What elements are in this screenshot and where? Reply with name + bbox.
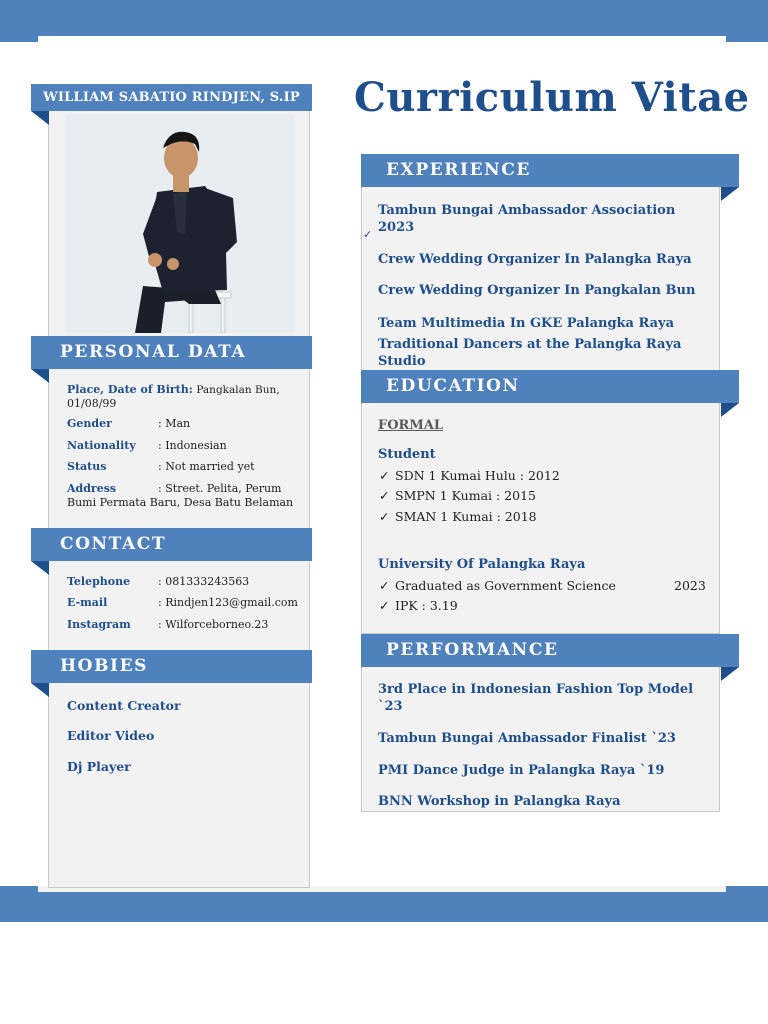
check-icon: ✓ [379,468,390,483]
experience-header: EXPERIENCE [361,154,739,187]
birth-value: Pangkalan Bun, [196,384,280,396]
graduated-text: Graduated as Government Science [395,578,616,593]
experience-item: Crew Wedding Organizer In Pangkalan Bun [378,283,696,298]
page-title: Curriculum Vitae [354,74,750,121]
university-name: University Of Palangka Raya [378,557,586,572]
ipk-row [379,598,458,613]
experience-item: Crew Wedding Organizer In Palangka Raya [378,252,692,267]
address-value: : Street. Pelita, Perum [158,482,282,495]
formal-label: FORMAL [378,418,443,433]
performance-header: PERFORMANCE [361,634,739,667]
contact-header: CONTACT [31,528,312,561]
gender-row [67,417,191,430]
nationality-value: : Indonesian [158,439,227,452]
experience-fold [721,187,739,201]
telephone-row [67,575,250,588]
hobby-item: Content Creator [67,698,181,713]
personal-data-fold [31,369,49,383]
experience-item: Tambun Bungai Ambassador Association 2023 [378,203,676,235]
hobbies-fold [31,683,49,697]
gender-value: : Man [158,417,191,430]
hobby-item: Editor Video [67,728,155,743]
status-label: Status [67,460,107,473]
performance-item: BNN Workshop in Palangka Raya [378,794,621,809]
performance-fold [721,667,739,681]
graduated-row [379,578,616,593]
birth-row [67,383,280,396]
ipk-text: IPK : 3.19 [395,598,458,613]
name-banner: WILLIAM SABATIO RINDJEN, S.IP [31,84,312,111]
student-label: Student [378,447,436,462]
personal-data-header: PERSONAL DATA [31,336,312,369]
school-text: SDN 1 Kumai Hulu : 2012 [395,468,560,483]
nationality-label: Nationality [67,439,136,452]
check-icon: ✓ [379,578,390,593]
top-frame-inner [38,36,726,44]
address-value-line2: Bumi Permata Baru, Desa Batu Belaman [67,496,294,509]
name-banner-fold [31,111,49,125]
instagram-row [67,618,269,631]
birth-label: Place, Date of Birth: [67,383,193,396]
experience-item: Team Multimedia In GKE Palangka Raya [378,316,674,331]
performance-item: 3rd Place in Indonesian Fashion Top Model `23 [378,682,694,714]
school-text: SMAN 1 Kumai : 2018 [395,509,537,524]
school-row [379,468,560,483]
telephone-label: Telephone [67,575,131,588]
address-label: Address [67,482,117,495]
hobbies-header: HOBIES [31,650,312,683]
instagram-label: Instagram [67,618,131,631]
gender-label: Gender [67,417,112,430]
nationality-row [67,439,227,452]
experience-item: Traditional Dancers at the Palangka Raya Studio [378,337,682,369]
education-header: EDUCATION [361,370,739,403]
status-row [67,460,255,473]
check-icon: ✓ [379,488,390,503]
instagram-value[interactable]: : Wilforceborneo.23 [158,618,269,631]
school-row [379,509,537,524]
birth-date: 01/08/99 [67,397,117,410]
check-icon: ✓ [379,598,390,613]
address-row [67,482,282,495]
telephone-value[interactable]: : 081333243563 [158,575,250,588]
graduated-year: 2023 [674,578,706,593]
profile-photo [65,114,295,333]
status-value: : Not married yet [158,460,255,473]
hobby-item: Dj Player [67,759,131,774]
check-icon: ✓ [379,509,390,524]
school-text: SMPN 1 Kumai : 2015 [395,488,536,503]
email-value[interactable]: : Rindjen123@gmail.com [158,596,298,609]
performance-item: PMI Dance Judge in Palangka Raya `19 [378,763,665,778]
school-row [379,488,536,503]
education-fold [721,403,739,417]
email-row [67,596,298,609]
performance-item: Tambun Bungai Ambassador Finalist `23 [378,731,676,746]
tick-icon: ✓ [363,228,373,241]
contact-fold [31,561,49,575]
portrait-illustration [65,114,295,333]
email-label: E-mail [67,596,108,609]
